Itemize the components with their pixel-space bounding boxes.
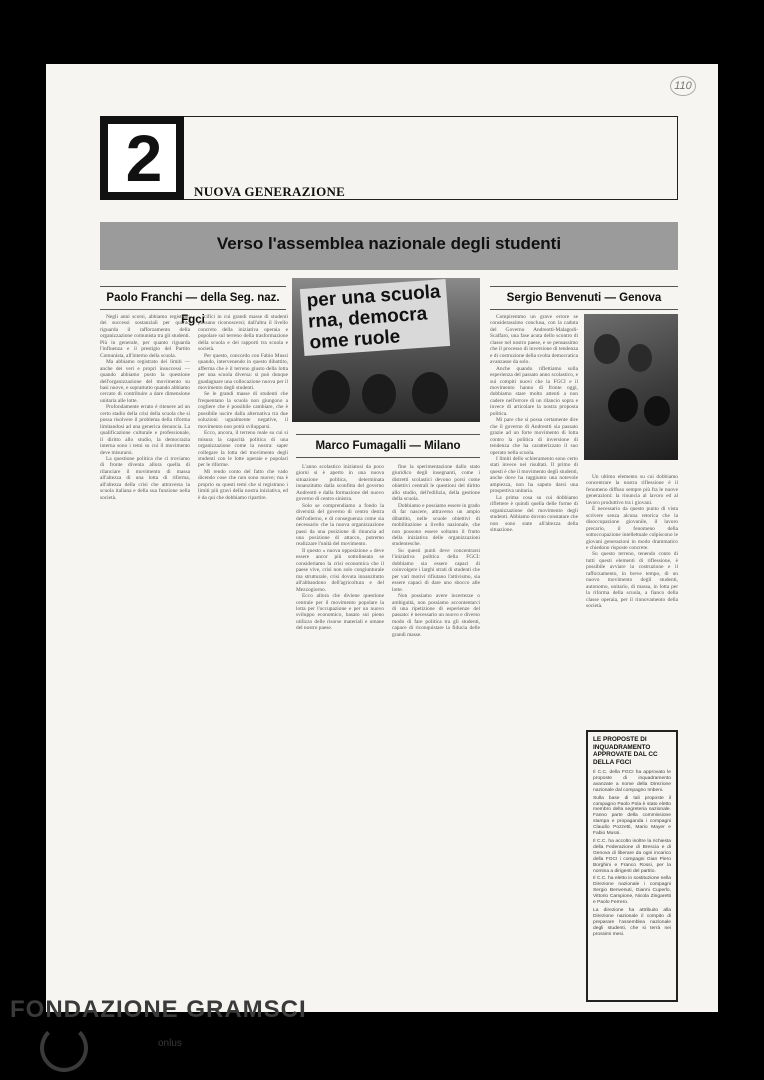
issue-number: 2 — [108, 124, 176, 192]
photo-figure — [362, 374, 396, 414]
byline-franchi: Paolo Franchi — della Seg. naz. Fgci — [100, 286, 286, 310]
sidebar-box-title: LE PROPOSTE DI INQUADRAMENTO APPROVATE DAL CC DELLA FGCI — [593, 736, 658, 766]
photo-students-banner — [292, 278, 480, 422]
headline-banner — [100, 222, 678, 270]
photo-figure — [628, 344, 652, 372]
photo-protest-sign: per una scuola rna, democra ome ruole — [300, 279, 450, 356]
article-column-1: Negli anni scorsi, abbiamo registrato dei successi sostanziali per quanto riguarda il rafforzamento della organizzazione comunista tra gli studenti. Più in generale, per quanto riguarda l'influenza e il prestigio del Partito Comunista, all'interno della scuola. Ma abbiamo registrato dei limiti — anche dei veri e propri insuccessi — quando abbiamo posto la questione dell'organizzazione del movimento su basi nuove, e soprattutto quando abbiamo cercato di contribuire a dare dimensione unitaria alle lotte. Profondamente errato è ritenere ad un certo stadio della crisi della scuola che si possa risolvere il problema della riforma limitandosi ad una generica denuncia. La qualificazione culturale e professionale, il diritto allo studio, la democrazia interna sono i temi su cui il movimento deve misurarsi. La questione politica che ci troviamo di fronte diventa allora quella di rilanciare il movimento di massa all'altezza di una lotta di riforma, all'altezza della crisi che attraversa la scuola italiana e della sua funzione nella società. — [100, 314, 190, 501]
photo-figure — [644, 396, 670, 426]
article-column-4: fine la sperimentazione dallo stato giuridico degli insegnanti, come i distretti scolastici devono porsi come obiettivi centrali le questioni del diritto allo studio, dell'edilizia, della gestione della scuola. Dobbiamo e possiamo essere in grado di far nascere, attraverso un ampio dibattito, nelle scuole obiettivi di mobilitazione a livello nazionale, che non possono essere soltanto il frutto della iniziativa delle organizzazioni studentesche. Su questi punti deve concentrarsi l'iniziativa politica della FGCI: dobbiamo sia essere capaci di coinvolgere i larghi strati di studenti che per vari motivi rifiutano l'attivismo, sia essere capaci di dare uno sbocco alle lotte. Non possiamo avere incertezze o ambiguità, non possiamo accontentarci di una ripetizione di esperienze del passato: è necessario un nuovo e diverso modo di fare politica tra gli studenti, capace di riconquistare la fiducia delle grandi masse. — [392, 464, 480, 638]
byline-fumagalli: Marco Fumagalli — Milano — [296, 434, 480, 458]
photo-figure — [412, 372, 448, 414]
photo-figure — [594, 334, 620, 364]
article-column-5: Compiremmo un grave errore se considerassimo conclusa, con la caduta del Governo Andreotti-Malagodi-Scalfaro, una fase acuta dello scontro di classe nel nostro paese, e se pensassimo che il processo di inversione di tendenza e di costruzione della svolta democratica avanzasse da solo. Anche quando riflettiamo sulla esperienza del passato anno scolastico, e sui compiti nuovi che la FGCI e il movimento hanno di fronte oggi, dobbiamo stare molto attenti a non cadere nell'errore di un rilancio sopra e invece di articolare la nostra proposta politica. Mi pare che si possa certamente dire che il governo di Andreotti sia passato grazie ad un forte movimento di lotta contro la politica di inversione di tendenza che ha caratterizzato il suo operato nella scuola. I limiti dello schieramento sono certo stati invece nei risultati. Il primo di questi è che il movimento degli studenti, anche dove ha raggiunto una notevole ampiezza, non ha saputo darsi una prospettiva unitaria. La prima cosa su cui dobbiamo riflettere è quindi quella delle forme di organizzazione del movimento degli studenti. Abbiamo dovuto constatare che non sono state all'altezza della situazione. — [490, 314, 578, 533]
headline: Verso l'assemblea nazionale degli studenti — [216, 234, 562, 253]
photo-figure — [608, 388, 638, 422]
publication-title: NUOVA GENERAZIONE — [194, 184, 346, 199]
sidebar-box — [586, 730, 678, 1002]
watermark-line1: FONDAZIONE — [10, 996, 179, 1023]
article-column-6: Un ultimo elemento su cui dobbiamo concentrare la nostra riflessione è il fenomeno diffuso sempre più fra le nuove generazioni: la rinuncia al lavoro ed al lavoro produttivo tra i giovani. È necessario da questo punto di vista scrivere senza alcuna retorica che la disoccupazione giovanile, il lavoro precario, il fenomeno della sottoccupazione intellettuale colpiscono le giovani generazioni in modo drammatico e chiedono risposte concrete. Su questo terreno, tenendo conto di tutti questi elementi di riflessione, è possibile avviare la costruzione e il rafforzamento, in breve tempo, di un nuovo movimento degli studenti, autonomo, unitario, di massa, in lotta per la riforma della scuola, a fianco della classe operaia, per il rinnovamento della società. — [586, 474, 678, 610]
watermark-onlus: onlus — [158, 1038, 182, 1049]
page-number: 110 — [670, 76, 696, 96]
newspaper-page — [46, 64, 718, 1012]
photo-students-group — [584, 314, 678, 460]
watermark-line2: GRAMSCI — [186, 996, 307, 1023]
archive-watermark — [10, 996, 307, 1049]
issue-number-box — [100, 116, 184, 200]
photo-figure — [312, 370, 350, 414]
archive-logo-icon — [40, 1024, 88, 1072]
article-column-3: L'anno scolastico iniziatosi da poco giorni si è aperto in una nuova situazione politica, determinata innanzitutto dalla sconfitta del governo Andreotti e dalla formazione del nuovo governo di centro sinistra. Solo se comprendiamo a fondo la diversità del governo di centro destra dell'odierno, e di conseguenza come sia necessario che la nuova organizzazione passi da una posizione di rinuncia ad una posizione di attacco, potremo realizzare l'unità del movimento. Il questo « nuova opposizione » deve essere ancor più sottolineata se consideriamo la crisi economica che il paese vive, crisi non solo congiunturale ma strutturale, crisi dovuta innanzitutto all'abbandono dell'agricoltura e del Mezzogiorno. Ecco allora che diviene questione centrale per il movimento popolare la lotta per l'occupazione e per un nuovo sviluppo economico, basato sui pieno utilizzo delle risorse materiali e umane del nostro paese. — [296, 464, 384, 632]
sidebar-box-text: Il C.C. della FGCI ha approvato le proposte di inquadramento avanzate a nome della Direzione nazionale dal compagno Imbeni. Sulla base di tali proposte il compagno Paolo Pola è stato eletto membro della segreteria nazionale. Fanno parte della commissione stampa e propaganda i compagni Claudio Pozzetti, Mario Mayer e Fabio Mussi. Il C.C. ha accolto inoltre la richiesta della Federazione di Brescia e di Genova di liberare da ogni incarico della FGCI i compagni Gian Piero Borghini e Franco Rossi, per la nomina a dirigenti del partito. Il C.C. ha eletto in sostituzione nella Direzione nazionale i compagni Sergio Benvenuti, Gianni Cuperlo, Vittorio Campione, Nicola Zingaretti e Paolo Ferrero. La direzione ha attribuito alla Direzione nazionale il compito di preparare l'assemblea nazionale degli studenti, che si terrà nei prossimi mesi. — [593, 770, 671, 937]
byline-benvenuti: Sergio Benvenuti — Genova — [490, 286, 678, 310]
article-column-2: cifici in cui grandi masse di studenti possano riconoscersi; dall'altra il livello concreto della iniziativa operaia e popolare sul terreno della trasformazione della scuola e dei rapporti tra scuola e società. Per questo, concordo con Fabio Mussi quando, intervenendo in questo dibattito, afferma che è il terreno giusto della lotta per una scuola diversa: si può dunque guadagnare una collocazione nuova per il movimento degli studenti. Se le grandi masse di studenti che frequentano la scuola non giungono a cogliere che è possibile cambiare, che è possibile uscire dalla alternativa tra due soluzioni ugualmente negative, il movimento non potrà svilupparsi. Ecco, ancora, il terreno reale su cui si misura la capacità politica di una organizzazione come la nostra: saper collegare la lotta del movimento degli studenti con le lotte operaie e popolari per le riforme. Mi rendo conto del fatto che vado dicendo cose che non sono nuove; ma è proprio su questi temi che si registrano i limiti più gravi della nostra iniziativa, ed è da qui che dobbiamo ripartire. — [198, 314, 288, 501]
